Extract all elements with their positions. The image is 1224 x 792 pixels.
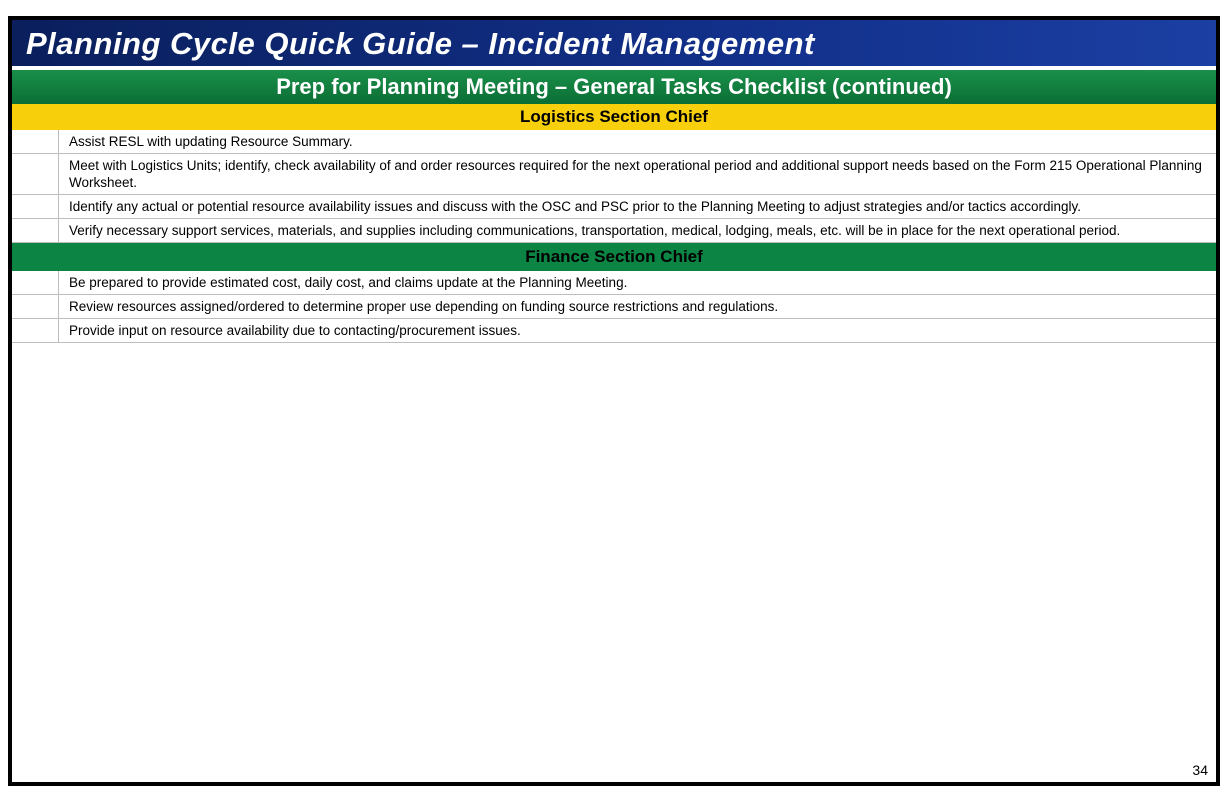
checkbox-cell[interactable] bbox=[12, 271, 59, 294]
checklist-row bbox=[12, 271, 1216, 295]
checkbox-cell[interactable] bbox=[12, 154, 59, 194]
checkbox-cell[interactable] bbox=[12, 219, 59, 242]
checklist-row bbox=[12, 219, 1216, 243]
checklist-row bbox=[12, 319, 1216, 343]
checklist-row bbox=[12, 130, 1216, 154]
checklist-row bbox=[12, 295, 1216, 319]
checkbox-cell[interactable] bbox=[12, 295, 59, 318]
checklist-row bbox=[12, 154, 1216, 195]
section-header-logistics: Logistics Section Chief bbox=[12, 104, 1216, 130]
task-text: Meet with Logistics Units; identify, check availability of and order resources required for the next operational period and additional support needs based on the Form 215 Operational Planning Worksheet. bbox=[69, 158, 1202, 190]
page-title: Planning Cycle Quick Guide – Incident Management bbox=[12, 20, 1216, 70]
task-text: Verify necessary support services, materials, and supplies including communications, transportation, medical, lodging, meals, etc. will be in place for the next operational period. bbox=[69, 223, 1121, 238]
checkbox-cell[interactable] bbox=[12, 130, 59, 153]
page-number: 34 bbox=[1192, 762, 1208, 778]
checklist-subtitle: Prep for Planning Meeting – General Tasks Checklist (continued) bbox=[12, 70, 1216, 104]
task-text: Be prepared to provide estimated cost, daily cost, and claims update at the Planning Meeting. bbox=[69, 275, 628, 290]
section-header-finance: Finance Section Chief bbox=[12, 243, 1216, 271]
page-frame bbox=[8, 16, 1220, 786]
task-text: Assist RESL with updating Resource Summary. bbox=[69, 134, 353, 149]
checklist-row bbox=[12, 195, 1216, 219]
task-text: Provide input on resource availability due to contacting/procurement issues. bbox=[69, 323, 521, 338]
checkbox-cell[interactable] bbox=[12, 195, 59, 218]
task-text: Review resources assigned/ordered to determine proper use depending on funding source restrictions and regulations. bbox=[69, 299, 779, 314]
task-text: Identify any actual or potential resource availability issues and discuss with the OSC and PSC prior to the Planning Meeting to adjust strategies and/or tactics accordingly. bbox=[69, 199, 1082, 214]
checkbox-cell[interactable] bbox=[12, 319, 59, 342]
